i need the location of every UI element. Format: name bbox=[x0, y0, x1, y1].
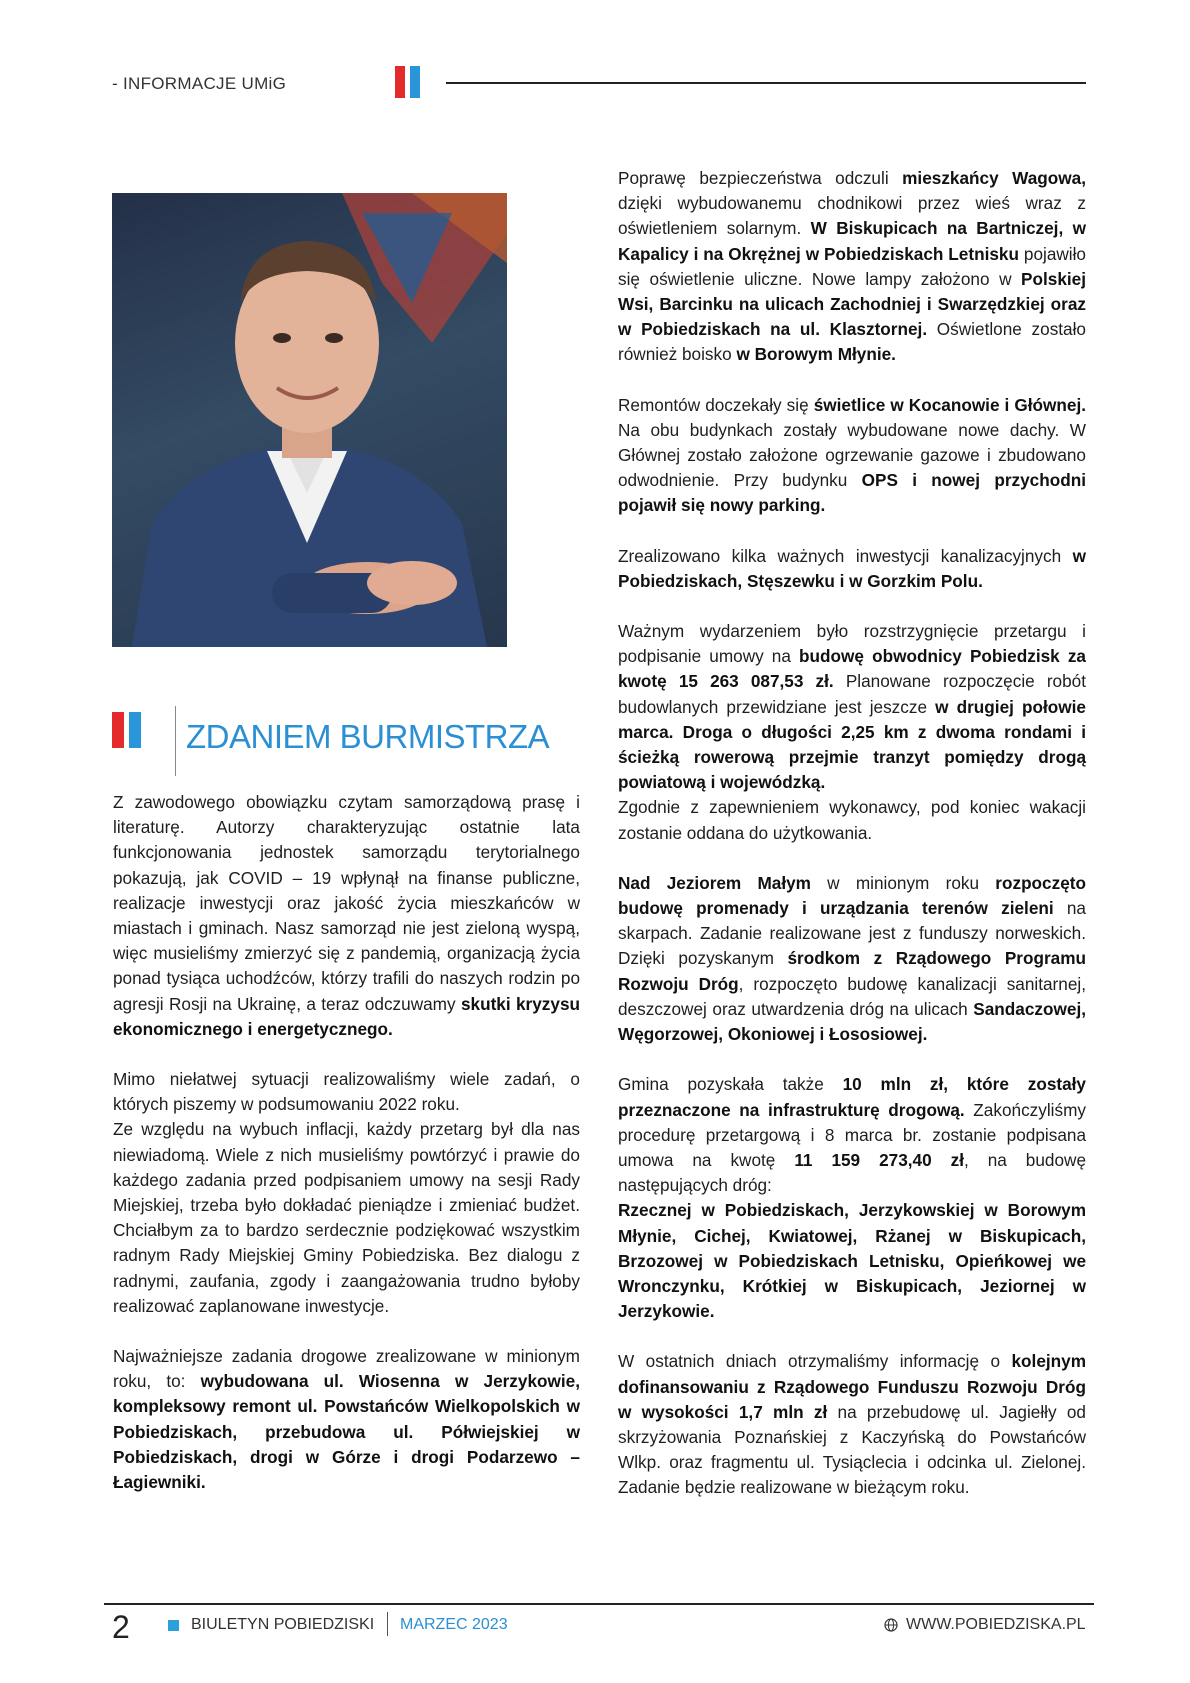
paragraph: Nad Jeziorem Małym w minionym roku rozpoczęto budowę promenady i urządzania terenów zieleni na skarpach. Zadanie realizowane jest z funduszy norweskich. Dzięki pozyskanym środkom z Rządowego Programu Rozwoju Dróg, rozpoczęto budowę kanalizacji sanitarnej, deszczowej oraz utwardzenia dróg na ulicach Sandaczowej, Węgorzowej, Okoniowej i Łososiowej. bbox=[618, 872, 1086, 1045]
section-label: - INFORMACJE UMiG bbox=[112, 74, 287, 93]
right-column bbox=[618, 166, 1086, 1526]
paragraph: Gmina pozyskała także 10 mln zł, które zostały przeznaczone na infrastrukturę drogową. Zakończyliśmy procedurę przetargową i 8 marca br. zostanie podpisana umowa na kwotę 11 159 273,40 zł, na budowę następujących dróg: bbox=[618, 1074, 1087, 1196]
accent-bar-blue bbox=[129, 712, 141, 748]
paragraph: Najważniejsze zadania drogowe zrealizowane w minionym roku, to: wybudowana ul. Wiosenna w Jerzykowie, kompleksowy remont ul. Powstańców Wielkopolskich w Pobiedziskach, przebudowa ul. Półwiejskiej w Pobiedziskach, drogi w Górze i drogi Podarzewo – Łagiewniki. bbox=[113, 1346, 580, 1493]
paragraph: Rzecznej w Pobiedziskach, Jerzykowskiej w Borowym Młynie, Cichej, Kwiatowej, Rżanej w Biskupicach, Brzozowej w Pobiedziskach Letnisku, Opieńkowej we Wronczynku, Krótkiej w Biskupicach, Jeziornej w Jerzykowie. bbox=[618, 1200, 1086, 1322]
footer-square-icon bbox=[168, 1620, 179, 1631]
section-divider bbox=[175, 706, 176, 776]
paragraph: Poprawę bezpieczeństwa odczuli mieszkańcy Wagowa, dzięki wybudowanemu chodnikowi przez wieś wraz z oświetleniem solarnym. W Biskupicach na Bartniczej, w Kapalicy i na Okrężnej w Pobiedziskach Letnisku pojawiło się oświetlenie uliczne. Nowe lampy założono w Polskiej Wsi, Barcinku na ulicach Zachodniej i Swarzędzkiej oraz w Pobiedziskach na ul. Klasztornej. Oświetlone zostało również boisko w Borowym Młynie. bbox=[618, 168, 1086, 365]
website-url[interactable]: WWW.POBIEDZISKA.PL bbox=[906, 1616, 1086, 1633]
paragraph: Z zawodowego obowiązku czytam samorządową prasę i literaturę. Autorzy charakteryzując ostatnie lata funkcjonowania jednostek samorządu terytorialnego pokazują, jak COVID – 19 wpłynął na finanse publiczne, realizacje inwestycji oraz jakość życia mieszkańców w miastach i gminach. Nasz samorząd nie jest zieloną wyspą, więc musieliśmy zmierzyć się z pandemią, organizacją życia ponad tysiąca uchodźców, którzy trafili do naszych rodzin po agresji Rosji na Ukrainę, a teraz odczuwamy skutki kryzysu ekonomicznego i energetycznego. bbox=[113, 792, 580, 1039]
website[interactable] bbox=[884, 1616, 1086, 1634]
header-rule bbox=[446, 82, 1086, 84]
accent-bar-red bbox=[112, 712, 124, 748]
paragraph: Ze względu na wybuch inflacji, każdy przetarg był dla nas niewiadomą. Wiele z nich musieliśmy powtórzyć i prawie do każdego zadania przed podpisaniem umowy na sesji Rady Miejskiej, trzeba było dokładać pieniądze i zmieniać budżet. Chciałbym za to bardzo serdecznie podziękować wszystkim radnym Rady Miejskiej Gminy Pobiedziska. Bez dialogu z radnymi, zaufania, zgody i zaangażowania trudno byłoby realizować zaplanowane inwestycje. bbox=[113, 1119, 580, 1316]
page-number: 2 bbox=[112, 1609, 130, 1645]
mayor-photo bbox=[112, 193, 507, 647]
portrait-illustration bbox=[112, 193, 507, 647]
footer-rule bbox=[104, 1603, 1094, 1605]
paragraph: Zrealizowano kilka ważnych inwestycji kanalizacyjnych w Pobiedziskach, Stęszewku i w Gorzkim Polu. bbox=[618, 545, 1086, 591]
publication-date: MARZEC 2023 bbox=[400, 1616, 508, 1633]
footer-separator bbox=[387, 1612, 388, 1636]
paragraph: Zgodnie z zapewnieniem wykonawcy, pod koniec wakacji zostanie oddana do użytkowania. bbox=[618, 797, 1086, 843]
accent-bar-red bbox=[395, 66, 405, 98]
header-accent-bars bbox=[395, 66, 420, 98]
paragraph: Mimo niełatwej sytuacji realizowaliśmy wiele zadań, o których piszemy w podsumowaniu 2022 roku. bbox=[113, 1069, 580, 1115]
paragraph: W ostatnich dniach otrzymaliśmy informację o kolejnym dofinansowaniu z Rządowego Funduszu Rozwoju Dróg w wysokości 1,7 mln zł na przebudowę ul. Jagiełły od skrzyżowania Poznańskiej z Kaczyńską do Powstańców Wlkp. oraz fragmentu ul. Tysiąclecia i odcinka ul. Zielonej. Zadanie będzie realizowane w bieżącym roku. bbox=[618, 1351, 1086, 1498]
left-column bbox=[113, 790, 580, 1520]
section-title: ZDANIEM BURMISTRZA bbox=[186, 718, 550, 755]
section-accent-bars bbox=[112, 712, 141, 748]
publication-name: BIULETYN POBIEDZISKI bbox=[191, 1616, 375, 1633]
accent-bar-blue bbox=[410, 66, 420, 98]
globe-icon bbox=[884, 1618, 898, 1632]
paragraph: Ważnym wydarzeniem było rozstrzygnięcie przetargu i podpisanie umowy na budowę obwodnicy Pobiedzisk za kwotę 15 263 087,53 zł. Planowane rozpoczęcie robót budowlanych przewidziane jest jeszcze w drugiej połowie marca. Droga o długości 2,25 km z dwoma rondami i ścieżką rowerową przejmie tranzyt pomiędzy drogą powiatową i wojewódzką. bbox=[618, 621, 1086, 793]
paragraph: Remontów doczekały się świetlice w Kocanowie i Głównej. Na obu budynkach zostały wybudowane nowe dachy. W Głównej zostało założone ogrzewanie gazowe i zbudowano odwodnienie. Przy budynku OPS i nowej przychodni pojawił się nowy parking. bbox=[618, 394, 1086, 516]
